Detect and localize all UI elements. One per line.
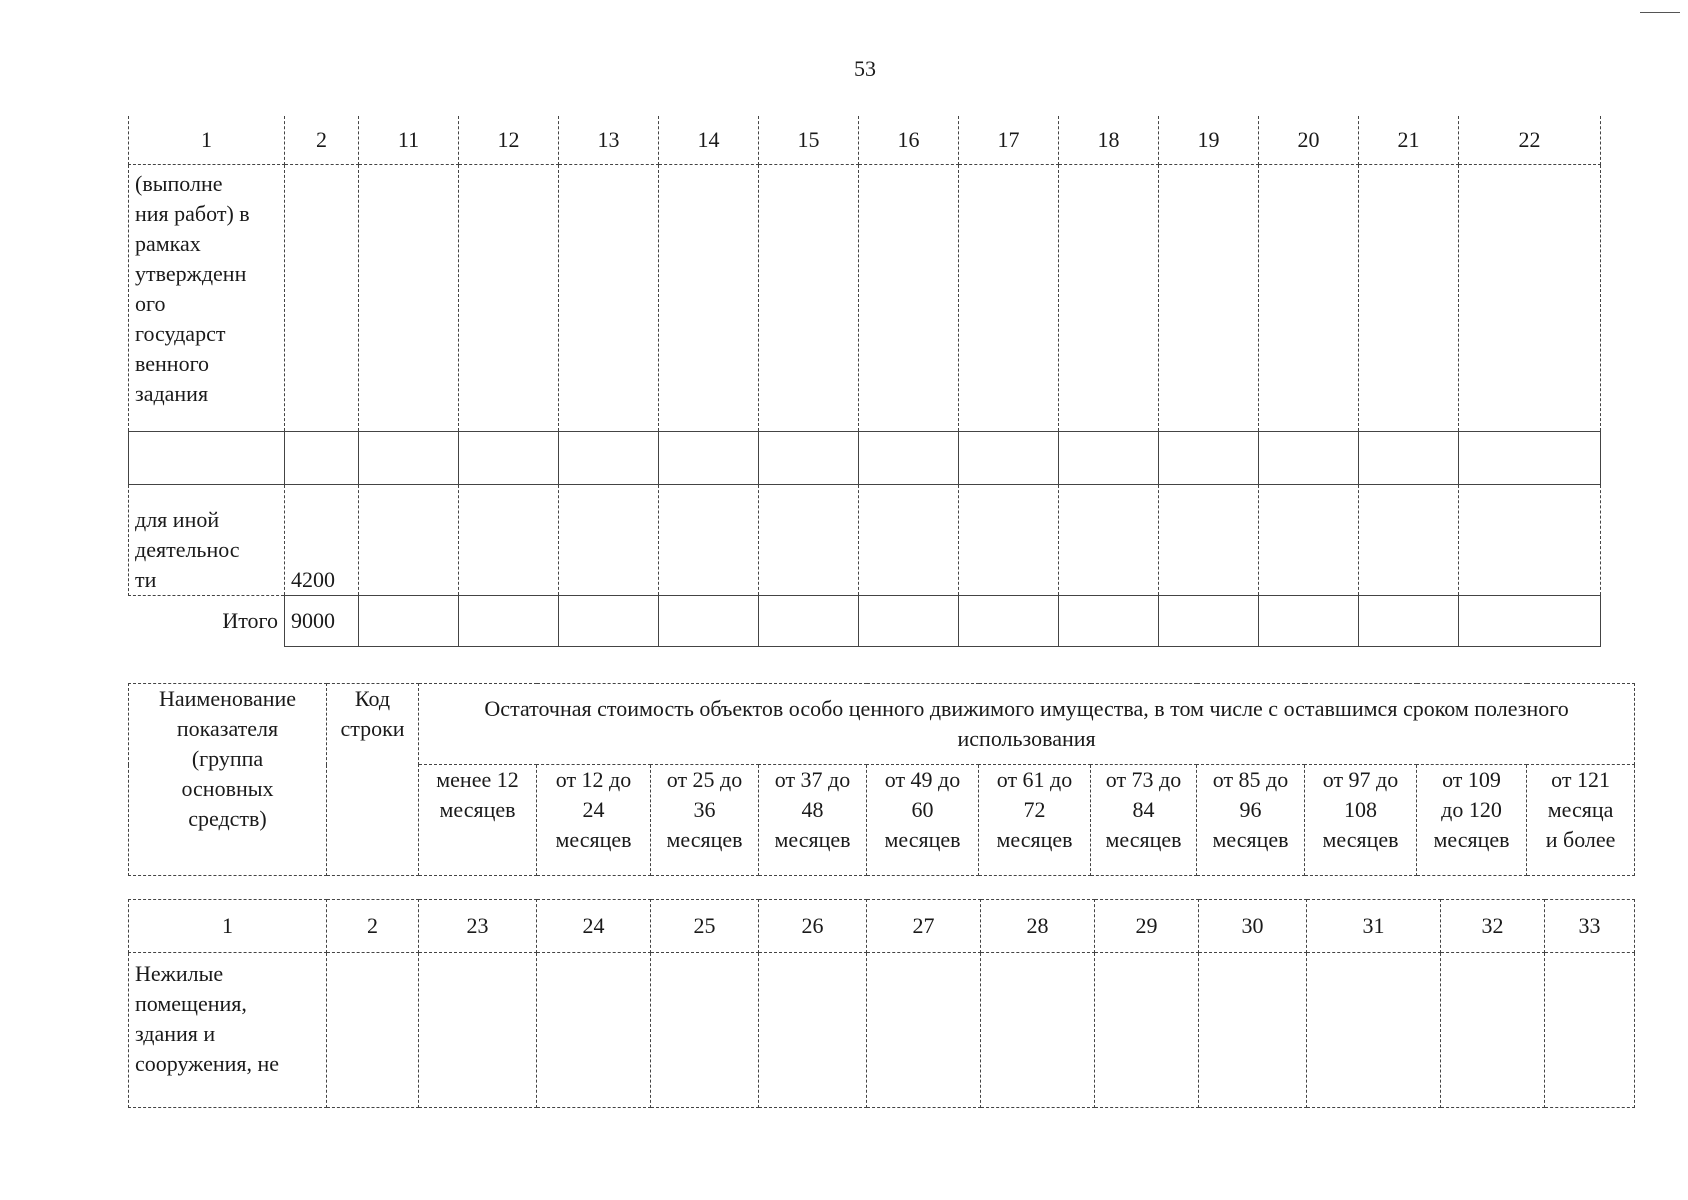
value-cell — [659, 596, 759, 647]
value-cell — [959, 432, 1059, 485]
table-residual-value-body — [128, 899, 1635, 1108]
table-row — [129, 485, 1601, 596]
header-cell: 1 — [129, 900, 327, 953]
value-cell — [1199, 953, 1307, 1108]
row-label — [129, 432, 285, 485]
header-cell: 26 — [759, 900, 867, 953]
term-header: от 12 до 24 месяцев — [537, 765, 651, 876]
term-header: от 73 до 84 месяцев — [1091, 765, 1197, 876]
value-cell — [559, 596, 659, 647]
table-total-row — [129, 596, 1601, 647]
value-cell — [867, 953, 981, 1108]
header-cell: 1 — [129, 116, 285, 165]
value-cell — [759, 432, 859, 485]
value-cell — [1059, 432, 1159, 485]
page-number: 53 — [854, 56, 876, 81]
value-cell — [1441, 953, 1545, 1108]
term-header: менее 12 месяцев — [419, 765, 537, 876]
header-cell: 11 — [359, 116, 459, 165]
corner-mark — [1640, 12, 1680, 13]
total-label: Итого — [222, 608, 278, 634]
header-cell: 33 — [1545, 900, 1635, 953]
value-cell — [1459, 485, 1601, 596]
value-cell — [1359, 485, 1459, 596]
value-cell — [759, 596, 859, 647]
header-cell: 17 — [959, 116, 1059, 165]
row-code: 4200 — [285, 485, 359, 596]
value-cell — [359, 485, 459, 596]
header-cell: 15 — [759, 116, 859, 165]
header-cell: 2 — [327, 900, 419, 953]
value-cell — [1059, 596, 1159, 647]
value-cell — [459, 485, 559, 596]
header-cell: 31 — [1307, 900, 1441, 953]
value-cell — [759, 165, 859, 432]
value-cell — [1307, 953, 1441, 1108]
value-cell — [359, 432, 459, 485]
header-cell: 29 — [1095, 900, 1199, 953]
value-cell — [1459, 432, 1601, 485]
value-cell — [981, 953, 1095, 1108]
table-row — [129, 165, 1601, 432]
header-cell: 18 — [1059, 116, 1159, 165]
table-row — [129, 432, 1601, 485]
value-cell — [1359, 596, 1459, 647]
term-header: от 109 до 120 месяцев — [1417, 765, 1527, 876]
term-header: от 61 до 72 месяцев — [979, 765, 1091, 876]
header-cell: 30 — [1199, 900, 1307, 953]
value-cell — [1259, 432, 1359, 485]
row-code — [285, 432, 359, 485]
row-label: для иной деятельнос ти — [129, 485, 285, 596]
value-cell — [659, 485, 759, 596]
value-cell — [659, 432, 759, 485]
header-cell: 25 — [651, 900, 759, 953]
value-cell — [759, 485, 859, 596]
value-cell — [1159, 485, 1259, 596]
value-cell — [1159, 165, 1259, 432]
value-cell — [859, 165, 959, 432]
header-cell: 32 — [1441, 900, 1545, 953]
table-residual-value-header — [128, 683, 1635, 876]
value-cell — [459, 165, 559, 432]
header-cell: 19 — [1159, 116, 1259, 165]
value-cell — [1259, 165, 1359, 432]
value-cell — [559, 165, 659, 432]
value-cell — [327, 953, 419, 1108]
row-code-header: Код строки — [327, 684, 419, 876]
row-label: (выполне ния работ) в рамках утвержденн ого государст венного задания — [129, 165, 285, 432]
header-cell: 23 — [419, 900, 537, 953]
value-cell — [959, 596, 1059, 647]
term-header: от 25 до 36 месяцев — [651, 765, 759, 876]
value-cell — [859, 596, 959, 647]
row-label: Нежилые помещения, здания и сооружения, не — [129, 953, 327, 1108]
value-cell — [1259, 596, 1359, 647]
value-cell — [859, 485, 959, 596]
total-code: 9000 — [285, 596, 359, 647]
value-cell — [959, 485, 1059, 596]
header-cell: 13 — [559, 116, 659, 165]
value-cell — [1059, 165, 1159, 432]
value-cell — [1545, 953, 1635, 1108]
value-cell — [459, 596, 559, 647]
value-cell — [1159, 596, 1259, 647]
table-continuation-cols-11-22 — [128, 116, 1601, 647]
value-cell — [1095, 953, 1199, 1108]
value-cell — [559, 432, 659, 485]
term-header: от 121 месяца и более — [1527, 765, 1635, 876]
value-cell — [1259, 485, 1359, 596]
header-cell: 24 — [537, 900, 651, 953]
value-cell — [359, 165, 459, 432]
value-cell — [359, 596, 459, 647]
value-cell — [759, 953, 867, 1108]
value-cell — [1459, 165, 1601, 432]
value-cell — [1159, 432, 1259, 485]
value-cell — [659, 165, 759, 432]
term-header: от 97 до 108 месяцев — [1305, 765, 1417, 876]
table-header-row — [129, 900, 1635, 953]
value-cell — [651, 953, 759, 1108]
header-cell: 12 — [459, 116, 559, 165]
table-row — [129, 953, 1635, 1108]
header-cell: 20 — [1259, 116, 1359, 165]
header-cell: 27 — [867, 900, 981, 953]
value-cell — [559, 485, 659, 596]
value-cell — [859, 432, 959, 485]
indicator-name-header: Наименование показателя (группа основных средств) — [129, 684, 327, 876]
value-cell — [537, 953, 651, 1108]
value-cell — [1059, 485, 1159, 596]
value-cell — [1459, 596, 1601, 647]
table-header-row — [129, 116, 1601, 165]
group-header-row — [129, 684, 1635, 765]
header-cell: 16 — [859, 116, 959, 165]
header-cell: 22 — [1459, 116, 1601, 165]
value-cell — [419, 953, 537, 1108]
term-header: от 37 до 48 месяцев — [759, 765, 867, 876]
term-header: от 49 до 60 месяцев — [867, 765, 979, 876]
residual-value-header: Остаточная стоимость объектов особо ценного движимого имущества, в том числе с оставшимся сроком полезного использования — [419, 684, 1635, 765]
row-code — [285, 165, 359, 432]
value-cell — [1359, 165, 1459, 432]
value-cell — [959, 165, 1059, 432]
header-cell: 14 — [659, 116, 759, 165]
header-cell: 2 — [285, 116, 359, 165]
header-cell: 28 — [981, 900, 1095, 953]
value-cell — [459, 432, 559, 485]
header-cell: 21 — [1359, 116, 1459, 165]
value-cell — [1359, 432, 1459, 485]
term-header: от 85 до 96 месяцев — [1197, 765, 1305, 876]
